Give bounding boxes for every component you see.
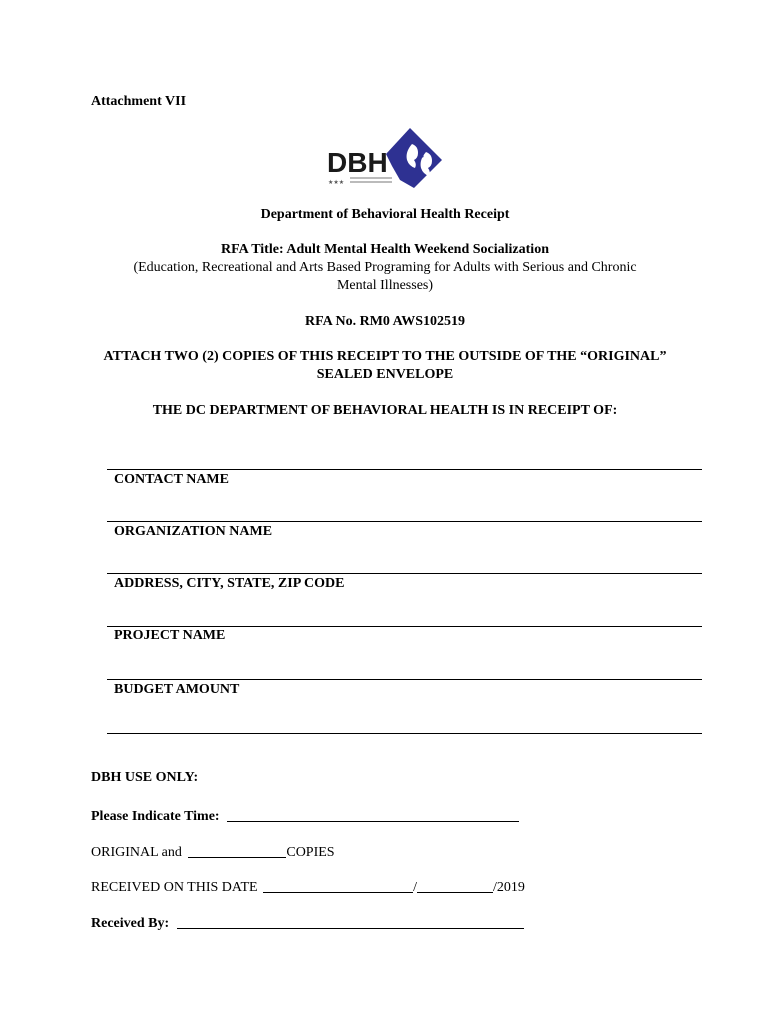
organization-name-line[interactable] bbox=[107, 521, 702, 522]
time-row bbox=[91, 805, 519, 825]
organization-name-label: ORGANIZATION NAME bbox=[114, 524, 273, 539]
original-label: ORIGINAL and bbox=[91, 845, 182, 860]
document-title: Department of Behavioral Health Receipt bbox=[260, 207, 510, 222]
received-month-field[interactable] bbox=[263, 878, 413, 893]
received-date-label: RECEIVED ON THIS DATE bbox=[91, 880, 258, 895]
attachment-label: Attachment VII bbox=[91, 94, 187, 109]
contact-name-label: CONTACT NAME bbox=[114, 472, 229, 487]
face-eye-1 bbox=[405, 146, 408, 149]
received-by-row bbox=[91, 912, 524, 932]
logo-text: DBH bbox=[327, 147, 388, 178]
dbh-use-heading: DBH USE ONLY: bbox=[91, 770, 199, 785]
copies-row bbox=[91, 841, 335, 861]
dbh-logo bbox=[326, 126, 444, 190]
rfa-subtitle-line-1: (Education, Recreational and Arts Based Programing for Adults with Serious and Chronic bbox=[133, 260, 637, 275]
receipt-statement: THE DC DEPARTMENT OF BEHAVIORAL HEALTH IS IN RECEIPT OF: bbox=[152, 403, 618, 418]
logo-stars: ★★★ bbox=[328, 179, 345, 186]
contact-name-line[interactable] bbox=[107, 469, 702, 470]
project-name-label: PROJECT NAME bbox=[114, 628, 226, 643]
rfa-title: RFA Title: Adult Mental Health Weekend Socialization bbox=[221, 242, 549, 257]
received-date-row bbox=[91, 876, 525, 896]
attach-instruction-line-1: ATTACH TWO (2) COPIES OF THIS RECEIPT TO THE OUTSIDE OF THE “ORIGINAL” bbox=[103, 349, 667, 364]
received-year: /2019 bbox=[492, 880, 525, 895]
time-field[interactable] bbox=[227, 807, 519, 822]
rfa-number: RFA No. RM0 AWS102519 bbox=[305, 314, 465, 329]
received-by-label: Received By: bbox=[91, 916, 170, 931]
received-day-field[interactable] bbox=[417, 878, 493, 893]
time-label: Please Indicate Time: bbox=[91, 809, 220, 824]
attach-instruction-line-2: SEALED ENVELOPE bbox=[316, 367, 454, 382]
face-eye-2 bbox=[420, 154, 423, 157]
dbh-logo-icon bbox=[326, 126, 444, 190]
rfa-subtitle-line-2: Mental Illnesses) bbox=[336, 278, 434, 293]
project-name-line[interactable] bbox=[107, 626, 702, 627]
address-line[interactable] bbox=[107, 573, 702, 574]
budget-amount-entry-line[interactable] bbox=[107, 733, 702, 734]
copies-count-field[interactable] bbox=[188, 843, 286, 858]
copies-label: COPIES bbox=[286, 845, 335, 860]
received-by-field[interactable] bbox=[177, 914, 524, 929]
date-separator: / bbox=[413, 880, 417, 895]
budget-amount-label: BUDGET AMOUNT bbox=[114, 682, 240, 697]
budget-amount-line[interactable] bbox=[107, 679, 702, 680]
attach-instruction bbox=[80, 348, 690, 384]
rfa-subtitle bbox=[80, 259, 690, 295]
address-label: ADDRESS, CITY, STATE, ZIP CODE bbox=[114, 576, 345, 591]
